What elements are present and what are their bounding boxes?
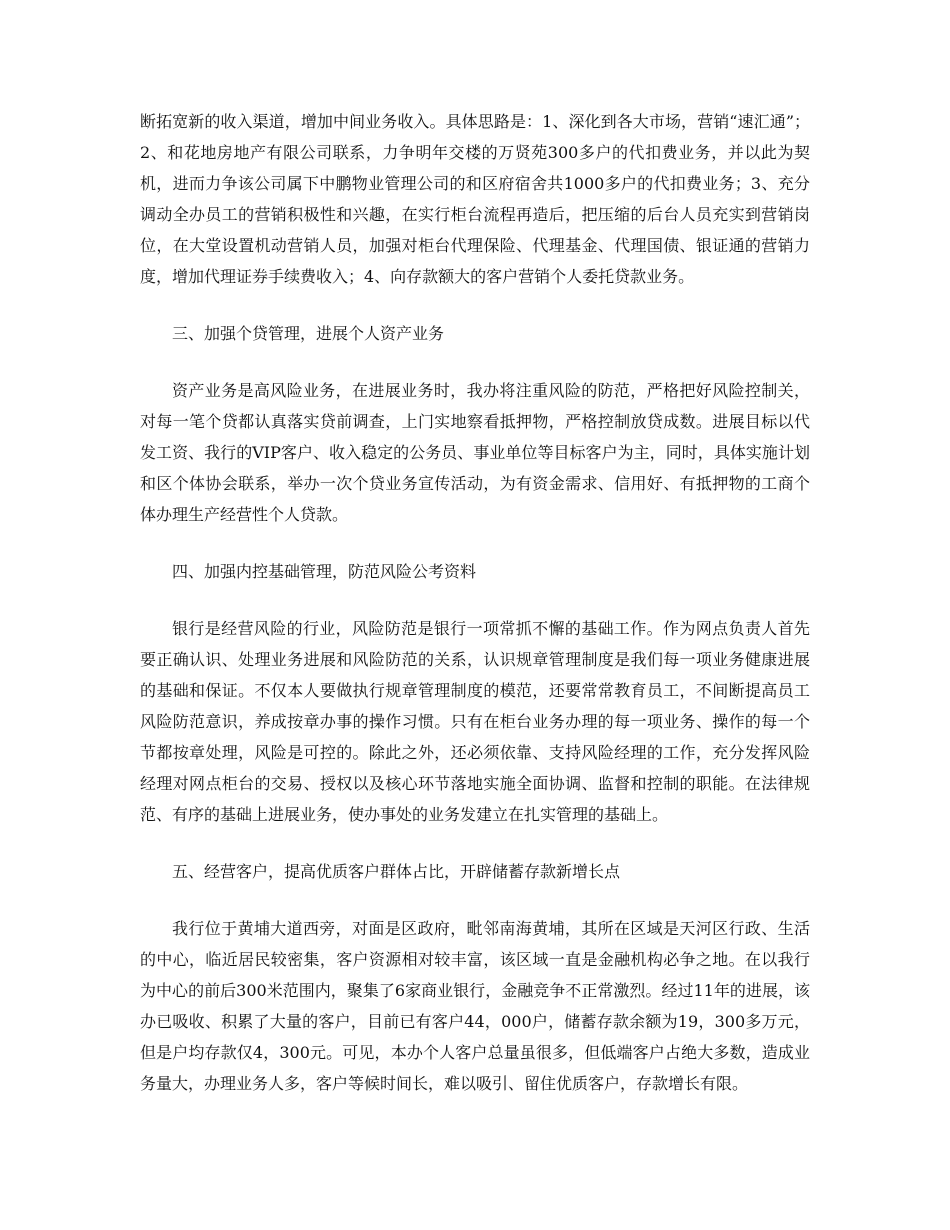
document-body	[140, 106, 810, 1125]
paragraph-asset-business: 资产业务是高风险业务，在进展业务时，我办将注重风险的防范，严格把好风险控制关，对每一笔个贷都认真落实贷前调查，上门实地察看抵押物，严格控制放贷成数。进展目标以代发工资、我行的VIP客户、收入稳定的公务员、事业单位等目标客户为主，同时，具体实施计划和区个体协会联系，举办一次个贷业务宣传活动，为有资金需求、信用好、有抵押物的工商个体办理生产经营性个人贷款。	[140, 381, 810, 524]
section-heading-internal-control: 四、加强内控基础管理，防范风险公考资料	[172, 562, 477, 581]
section-heading-customer-management: 五、经营客户，提高优质客户群体占比，开辟储蓄存款新增长点	[172, 862, 621, 881]
section-heading-personal-loans: 三、加强个贷管理，进展个人资产业务	[172, 324, 445, 343]
paragraph-income-channels: 断拓宽新的收入渠道，增加中间业务收入。具体思路是：1、深化到各大市场，营销“速汇通”；2、和花地房地产有限公司联系，力争明年交楼的万贤苑300多户的代扣费业务，并以此为契机，进而力争该公司属下中鹏物业管理公司的和区府宿舍共1000多户的代扣费业务；3、充分调动全办员工的营销积极性和兴趣，在实行柜台流程再造后，把压缩的后台人员充实到营销岗位，在大堂设置机动营销人员，加强对柜台代理保险、代理基金、代理国债、银证通的营销力度，增加代理证券手续费收入；4、向存款额大的客户营销个人委托贷款业务。	[140, 112, 810, 286]
paragraph-risk-prevention: 银行是经营风险的行业，风险防范是银行一项常抓不懈的基础工作。作为网点负责人首先要正确认识、处理业务进展和风险防范的关系，认识规章管理制度是我们每一项业务健康进展的基础和保证。不仅本人要做执行规章管理制度的模范，还要常常教育员工，不间断提高员工风险防范意识，养成按章办事的操作习惯。只有在柜台业务办理的每一项业务、操作的每一个节都按章处理，风险是可控的。除此之外，还必须依靠、支持风险经理的工作，充分发挥风险经理对网点柜台的交易、授权以及核心环节落地实施全面协调、监督和控制的职能。在法律规范、有序的基础上进展业务，使办事处的业务发建立在扎实管理的基础上。	[140, 619, 810, 824]
paragraph-location-customers: 我行位于黄埔大道西旁，对面是区政府，毗邻南海黄埔，其所在区域是天河区行政、生活的中心，临近居民较密集，客户资源相对较丰富，该区域一直是金融机构必争之地。在以我行为中心的前后300米范围内，聚集了6家商业银行，金融竞争不正常激烈。经过11年的进展，该办已吸收、积累了大量的客户，目前已有客户44，000户，储蓄存款余额为19，300多万元，但是户均存款仅4，300元。可见，本办个人客户总量虽很多，但低端客户占绝大多数，造成业务量大，办理业务人多，客户等候时间长，难以吸引、留住优质客户，存款增长有限。	[140, 919, 810, 1093]
